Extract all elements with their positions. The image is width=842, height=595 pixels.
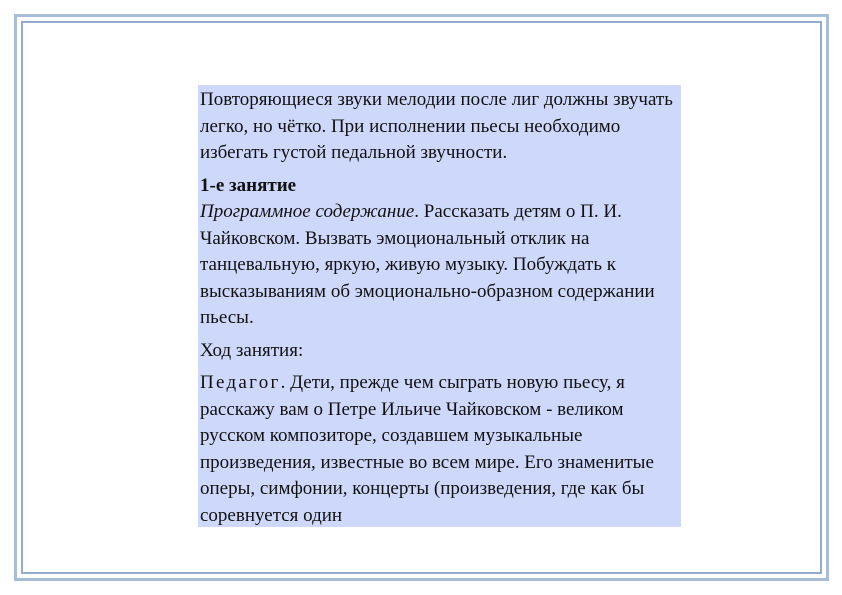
program-paragraph: [200, 199, 681, 332]
lesson-heading: 1-е занятие: [200, 174, 297, 196]
program-text: . Рассказать детям о П. И. Чайковском. Вызвать эмоциональный отклик на танцевальную, яркую, живую музыку. Побуждать к высказываниям об эмоционально-образном содержании пьесы.: [200, 201, 655, 328]
teacher-text: . Дети, прежде чем сыграть новую пьесу, я расскажу вам о Петре Ильиче Чайковском - великом русском композиторе, создавшем музыкальные произведения, известные во всем мире. Его знаменитые оперы, симфонии, концерты (произведения, где как бы соревнуется один: [200, 372, 654, 526]
teacher-paragraph: [200, 370, 681, 527]
program-label: Программное содержание: [200, 201, 415, 222]
teacher-label: Педагог: [200, 372, 281, 393]
lesson-flow-label: Ход занятия:: [200, 339, 304, 361]
lesson-text-block: [198, 85, 681, 527]
intro-paragraph: Повторяющиеся звуки мелодии после лиг должны звучать легко, но чётко. При исполнении пьесы необходимо избегать густой педальной звучности.: [200, 89, 673, 163]
